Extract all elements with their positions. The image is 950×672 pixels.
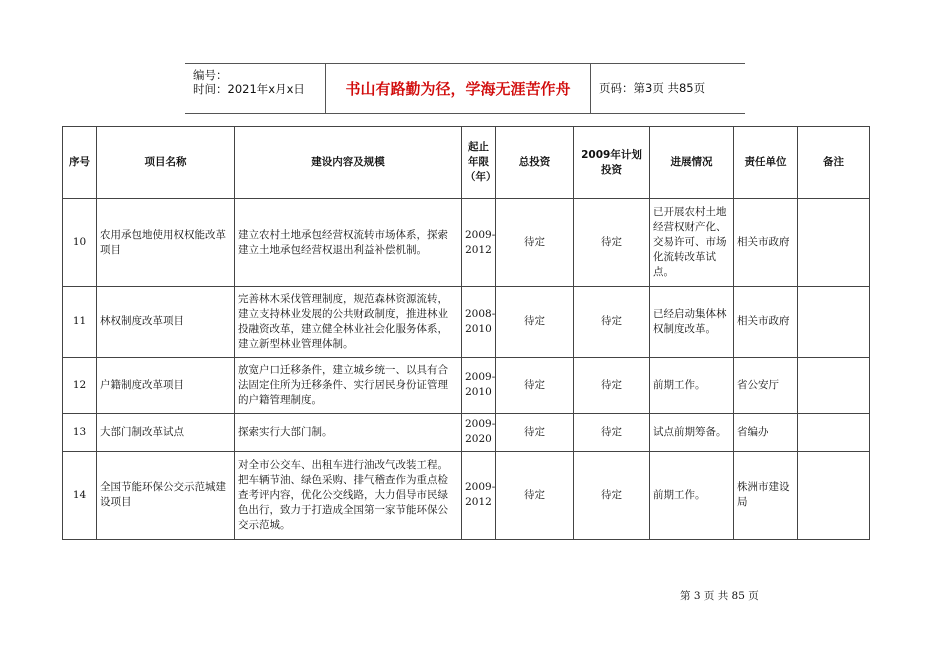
cell-total: 待定 [496,287,574,357]
cell-name: 全国节能环保公交示范城建设项目 [97,451,235,539]
col-header-note: 备注 [798,127,870,199]
table-row [63,451,870,539]
cell-name: 户籍制度改革项目 [97,357,235,413]
cell-unit: 相关市政府 [734,199,798,287]
header-motto-cell [325,64,591,113]
cell-progress: 前期工作。 [650,357,734,413]
table-header-row [63,127,870,199]
cell-no: 14 [63,451,97,539]
cell-years: 2009-2010 [462,357,496,413]
page-footer: 第 3 页 共 85 页 [680,590,759,602]
cell-unit: 株洲市建设局 [734,451,798,539]
cell-progress: 已经启动集体林权制度改革。 [650,287,734,357]
cell-total: 待定 [496,357,574,413]
table-row [63,357,870,413]
col-header-progress: 进展情况 [650,127,734,199]
cell-progress: 试点前期筹备。 [650,413,734,451]
cell-years: 2009-2020 [462,413,496,451]
cell-name: 林权制度改革项目 [97,287,235,357]
document-date: 时间：2021年x月x日 [193,82,305,96]
cell-plan2009: 待定 [574,287,650,357]
cell-content: 完善林木采伐管理制度，规范森林资源流转，建立支持林业发展的公共财政制度，推进林业投融资改革，建立健全林业社会化服务体系，建立新型林业管理体制。 [235,287,462,357]
cell-note [798,357,870,413]
col-header-no: 序号 [63,127,97,199]
header-meta-cell [185,64,325,113]
cell-total: 待定 [496,451,574,539]
table-row [63,199,870,287]
cell-content: 放宽户口迁移条件，建立城乡统一、以具有合法固定住所为迁移条件、实行居民身份证管理的户籍管理制度。 [235,357,462,413]
cell-plan2009: 待定 [574,357,650,413]
cell-no: 11 [63,287,97,357]
cell-years: 2009-2012 [462,451,496,539]
table-row [63,413,870,451]
cell-no: 10 [63,199,97,287]
cell-content: 建立农村土地承包经营权流转市场体系，探索建立土地承包经营权退出利益补偿机制。 [235,199,462,287]
cell-total: 待定 [496,199,574,287]
document-header [185,63,745,114]
cell-years: 2008-2010 [462,287,496,357]
cell-total: 待定 [496,413,574,451]
page-indicator: 页码：第3页 共85页 [599,81,706,95]
cell-years: 2009-2012 [462,199,496,287]
cell-content: 对全市公交车、出租车进行油改气改装工程。把车辆节油、绿色采购、排气稽查作为重点检查考评内容，优化公交线路，大力倡导市民绿色出行，致力于打造成全国第一家节能环保公交示范城。 [235,451,462,539]
cell-unit: 省编办 [734,413,798,451]
project-table [62,126,870,540]
col-header-plan2009: 2009年计划投资 [574,127,650,199]
cell-name: 大部门制改革试点 [97,413,235,451]
col-header-unit: 责任单位 [734,127,798,199]
col-header-content: 建设内容及规模 [235,127,462,199]
table-row [63,287,870,357]
motto-text: 书山有路勤为径，学海无涯苦作舟 [345,80,571,98]
header-page-cell [590,64,745,113]
cell-progress: 前期工作。 [650,451,734,539]
cell-note [798,451,870,539]
cell-note [798,287,870,357]
cell-no: 12 [63,357,97,413]
cell-name: 农用承包地使用权权能改革项目 [97,199,235,287]
cell-unit: 相关市政府 [734,287,798,357]
cell-plan2009: 待定 [574,451,650,539]
cell-note [798,413,870,451]
cell-note [798,199,870,287]
col-header-years: 起止年限（年） [462,127,496,199]
document-number-label: 编号： [193,68,228,82]
cell-plan2009: 待定 [574,199,650,287]
cell-no: 13 [63,413,97,451]
col-header-total: 总投资 [496,127,574,199]
col-header-name: 项目名称 [97,127,235,199]
cell-plan2009: 待定 [574,413,650,451]
cell-content: 探索实行大部门制。 [235,413,462,451]
cell-progress: 已开展农村土地经营权财产化、交易许可、市场化流转改革试点。 [650,199,734,287]
cell-unit: 省公安厅 [734,357,798,413]
